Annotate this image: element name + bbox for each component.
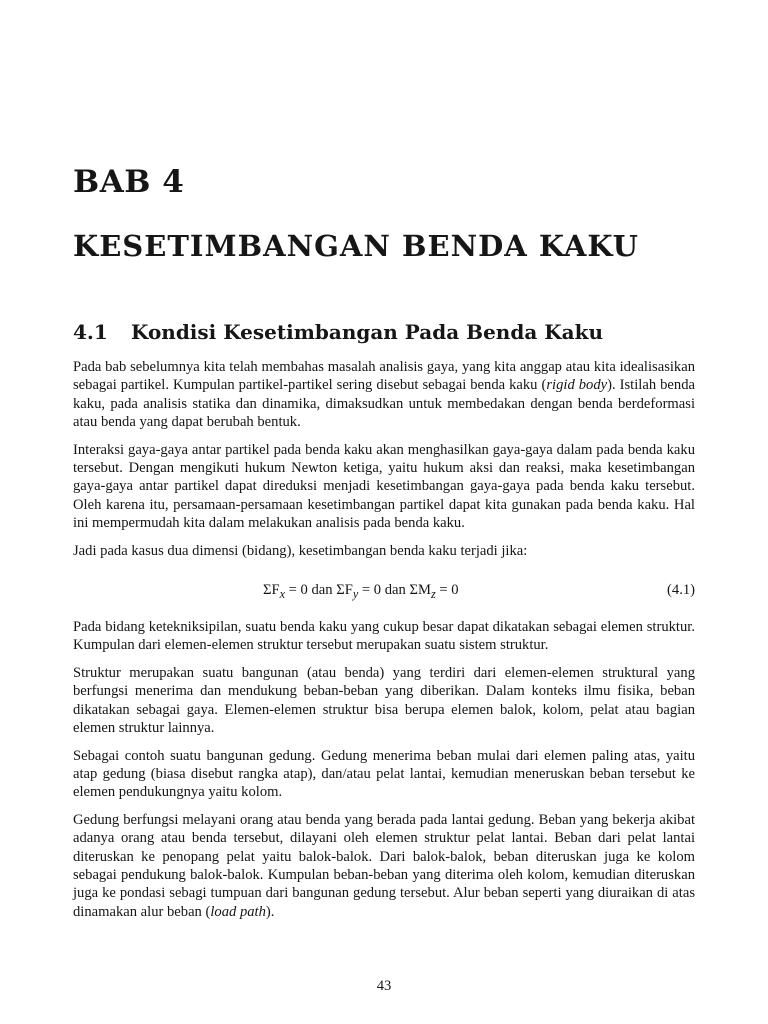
body-text <box>73 358 695 930</box>
paragraph-4: Pada bidang ketekniksipilan, suatu benda kaku yang cukup besar dapat dikatakan sebagai elemen struktur. Kumpulan dari elemen-elemen struktur tersebut merupakan suatu sistem struktur. <box>73 619 695 654</box>
equation-expression <box>263 580 459 604</box>
section-heading <box>73 318 603 346</box>
paragraph-1-part-a: Pada bab sebelumnya kita telah membahas masalah analisis gaya, yang kita anggap atau kita idealisasikan sebagai partikel. Kumpulan partikel-partikel sering disebut sebagai benda kaku ( <box>73 359 695 394</box>
eq-sum-fx: ΣF <box>263 582 280 599</box>
chapter-title: KESETIMBANGAN BENDA KAKU <box>73 229 639 263</box>
section-number: 4.1 <box>73 320 108 344</box>
paragraph-7-part-a: Gedung berfungsi melayani orang atau benda yang berada pada lantai gedung. Beban yang bekerja akibat adanya orang atau benda tersebut, dilayani oleh elemen struktur pelat lantai. Beban dari pelat lantai diteruskan ke penopang pelat yaitu balok-balok. Dari balok-balok, beban diteruskan juga ke kolom sebagai pendukung balok-balok. Kumpulan beban-beban yang diterima oleh kolom, kemudian diteruskan juga ke pondasi sebagi tumpuan dari bangunan gedung tersebut. Alur beban seperti yang diuraikan di atas dinamakan alur beban ( <box>73 811 695 920</box>
paragraph-2: Interaksi gaya-gaya antar partikel pada benda kaku akan menghasilkan gaya-gaya dalam pada benda kaku tersebut. Dengan mengikuti hukum Newton ketiga, yaitu hukum aksi dan reaksi, maka kesetimbangan gaya-gaya antar partikel dapat direduksi menjadi kesetimbangan gaya-gaya pada benda kaku tersebut. Oleh karena itu, persamaan-persamaan kesetimbangan partikel dapat kita gunakan pada benda kaku. Hal ini mempermudah kita dalam melakukan analisis pada benda kaku. <box>73 441 695 532</box>
load-path-term: load path <box>210 903 266 920</box>
page-number: 43 <box>376 978 392 994</box>
paragraph-3: Jadi pada kasus dua dimensi (bidang), kesetimbangan benda kaku terjadi jika: <box>73 542 528 559</box>
section-title: Kondisi Kesetimbangan Pada Benda Kaku <box>131 320 603 344</box>
paragraph-5: Struktur merupakan suatu bangunan (atau benda) yang terdiri dari elemen-elemen struktural yang berfungsi menerima dan mendukung beban-beban yang diberikan. Dalam konteks ilmu fisika, beban dikatakan sebagai gaya. Elemen-elemen struktur bisa berupa elemen balok, kolom, pelat atau bagian elemen struktur lainnya. <box>73 664 695 737</box>
eq-sum-fy: ΣF <box>336 582 353 599</box>
paragraph-7 <box>73 811 695 921</box>
paragraph-6: Sebagai contoh suatu bangunan gedung. Gedung menerima beban mulai dari elemen paling atas, yaitu atap gedung (biasa disebut rangka atap), dan/atau pelat lantai, kemudian meneruskan beban tersebut ke elemen pendukungnya yaitu kolom. <box>73 747 695 801</box>
equation-number: (4.1) <box>667 582 695 599</box>
paragraph-1-part-b: ). Istilah benda kaku, pada analisis statika dan dinamika, dimaksudkan untuk membedakan dengan benda berdeformasi atau benda yang dapat berubah bentuk. <box>73 377 695 431</box>
eq-sum-mz: ΣM <box>409 582 431 599</box>
equation-4-1 <box>73 580 695 600</box>
eq-text-3: = 0 <box>435 582 459 599</box>
paragraph-1 <box>73 358 695 432</box>
eq-text-1: = 0 dan <box>285 582 337 599</box>
eq-text-2: = 0 dan <box>358 582 410 599</box>
paragraph-7-part-b: ). <box>265 903 275 920</box>
eq-sub-z: z <box>430 586 436 601</box>
eq-sub-y: y <box>352 586 359 601</box>
eq-sub-x: x <box>279 586 286 601</box>
chapter-number: BAB 4 <box>73 164 185 200</box>
rigid-body-term: rigid body <box>546 377 608 394</box>
